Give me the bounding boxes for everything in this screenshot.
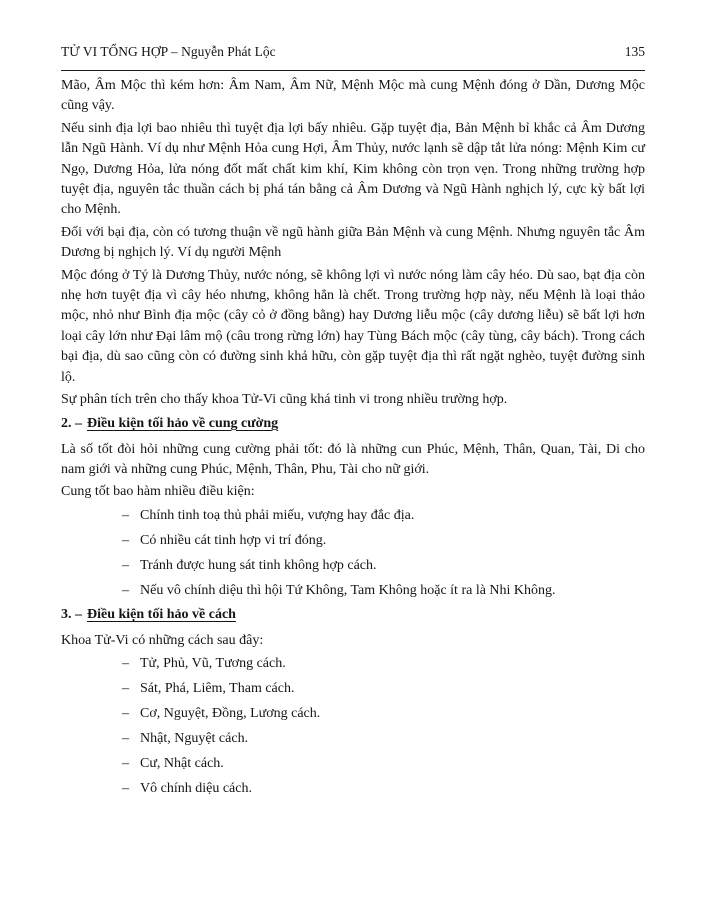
dash-bullet: – (122, 706, 129, 722)
dash-bullet: – (122, 731, 129, 747)
dash-bullet: – (122, 557, 129, 573)
paragraph: Đối với bại địa, còn có tương thuận về ngũ hành giữa Bản Mệnh và cung Mệnh. Nhưng nguyên tắc Âm Dương bị nghịch lý. Ví dụ người Mệnh (61, 224, 645, 261)
list-item-text: Chính tinh toạ thủ phải miếu, vượng hay đắc địa. (140, 507, 415, 523)
paragraph: Mộc đóng ở Tý là Dương Thủy, nước nóng, sẽ không lợi vì nước nóng làm cây héo. Dù sao, bạt địa còn nhẹ hơn tuyệt địa vì cây héo nhưng, không hẳn là chết. Trong trường hợp này, nếu Mệnh là loại thảo mộc, nhỏ như Bình địa mộc (cây cỏ ở đồng bằng) hay Dương liễu mộc (cây dương liễu) sẽ bất lợi hơn loại cây lớn như Đại lâm mộ (câu trong rừng lớn) hay Tùng Bách mộc (cây tùng, cây bách). Trong cách bại địa, dù sao cũng còn có đường sinh khả hữu, còn gặp tuyệt địa thì rất ngặt nghèo, tuyệt đường sinh lộ. (61, 267, 645, 385)
section-title: Điều kiện tối hảo về cách (87, 606, 236, 622)
paragraph: Là số tốt đòi hỏi những cung cường phải tốt: đó là những cun Phúc, Mệnh, Thân, Quan, Tài, Di cho nam giới và những cung Phúc, Mệnh, Thân, Phu, Tài cho nữ giới. (61, 441, 645, 477)
bullet-list-cach (61, 654, 645, 799)
list-item (122, 679, 645, 699)
dash-bullet: – (122, 507, 129, 523)
list-item (122, 704, 645, 724)
bullet-list-conditions (61, 506, 645, 601)
list-item (122, 779, 645, 799)
list-item (122, 531, 645, 551)
dash-bullet: – (122, 656, 129, 672)
section-title: Điều kiện tối hảo về cung cường (87, 415, 279, 431)
paragraph: Mão, Âm Mộc thì kém hơn: Âm Nam, Âm Nữ, Mệnh Mộc mà cung Mệnh đóng ở Dần, Dương Mộc cũng vậy. (61, 78, 645, 114)
section-number: 2. – (61, 415, 82, 431)
page-header (61, 44, 645, 59)
list-item-text: Nhật, Nguyệt cách. (140, 731, 249, 747)
dash-bullet: – (122, 781, 129, 797)
list-item (122, 754, 645, 774)
list-item (122, 556, 645, 576)
dash-bullet: – (122, 532, 129, 548)
list-item (122, 729, 645, 749)
section-heading-3 (61, 606, 645, 624)
header-divider (61, 70, 645, 71)
list-item-text: Tử, Phủ, Vũ, Tương cách. (140, 656, 286, 672)
paragraph: Nếu sinh địa lợi bao nhiêu thì tuyệt địa lợi bấy nhiêu. Gặp tuyệt địa, Bản Mệnh bỉ khắc cả Âm Dương lẫn Ngũ Hành. Ví dụ như Mệnh Hỏa cung Hợi, Âm Thủy, nước lạnh sẽ dập tắt lửa nóng: Mệnh Kim cư Ngọ, Dương Hỏa, lửa nóng đốt mất chất kim khí, Kim không còn trọn vẹn. Trong những trường hợp tuyệt địa, nguyên tắc thuần cách bị phá tán bằng cả Âm Dương và Ngũ Hành nghịch lý, cực kỳ bất lợi cho Mệnh. (61, 120, 645, 218)
list-item-text: Có nhiều cát tinh hợp vi trí đóng. (140, 532, 327, 548)
list-item-text: Sát, Phá, Liêm, Tham cách. (140, 681, 295, 697)
section-heading-2 (61, 415, 645, 433)
list-item (122, 654, 645, 674)
list-item-text: Vô chính diệu cách. (140, 781, 252, 797)
list-item-text: Nếu vô chính diệu thì hội Tứ Không, Tam Không hoặc ít ra là Nhi Không. (140, 582, 556, 598)
paragraph: Cung tốt bao hàm nhiều điều kiện: (61, 484, 255, 500)
section-number: 3. – (61, 606, 82, 622)
list-item (122, 506, 645, 526)
list-item-text: Cơ, Nguyệt, Đồng, Lương cách. (140, 706, 321, 722)
dash-bullet: – (122, 582, 129, 598)
dash-bullet: – (122, 756, 129, 772)
book-title: TỬ VI TỔNG HỢP – Nguyễn Phát Lộc (61, 44, 276, 59)
list-item-text: Cư, Nhật cách. (140, 756, 224, 772)
paragraph: Khoa Tử-Vi có những cách sau đây: (61, 632, 264, 648)
list-item (122, 581, 645, 601)
dash-bullet: – (122, 681, 129, 697)
page-number: 135 (624, 44, 645, 59)
paragraph: Sự phân tích trên cho thấy khoa Tử-Vi cũng khá tinh vi trong nhiều trường hợp. (61, 392, 508, 408)
list-item-text: Tránh được hung sát tinh không hợp cách. (140, 557, 377, 573)
